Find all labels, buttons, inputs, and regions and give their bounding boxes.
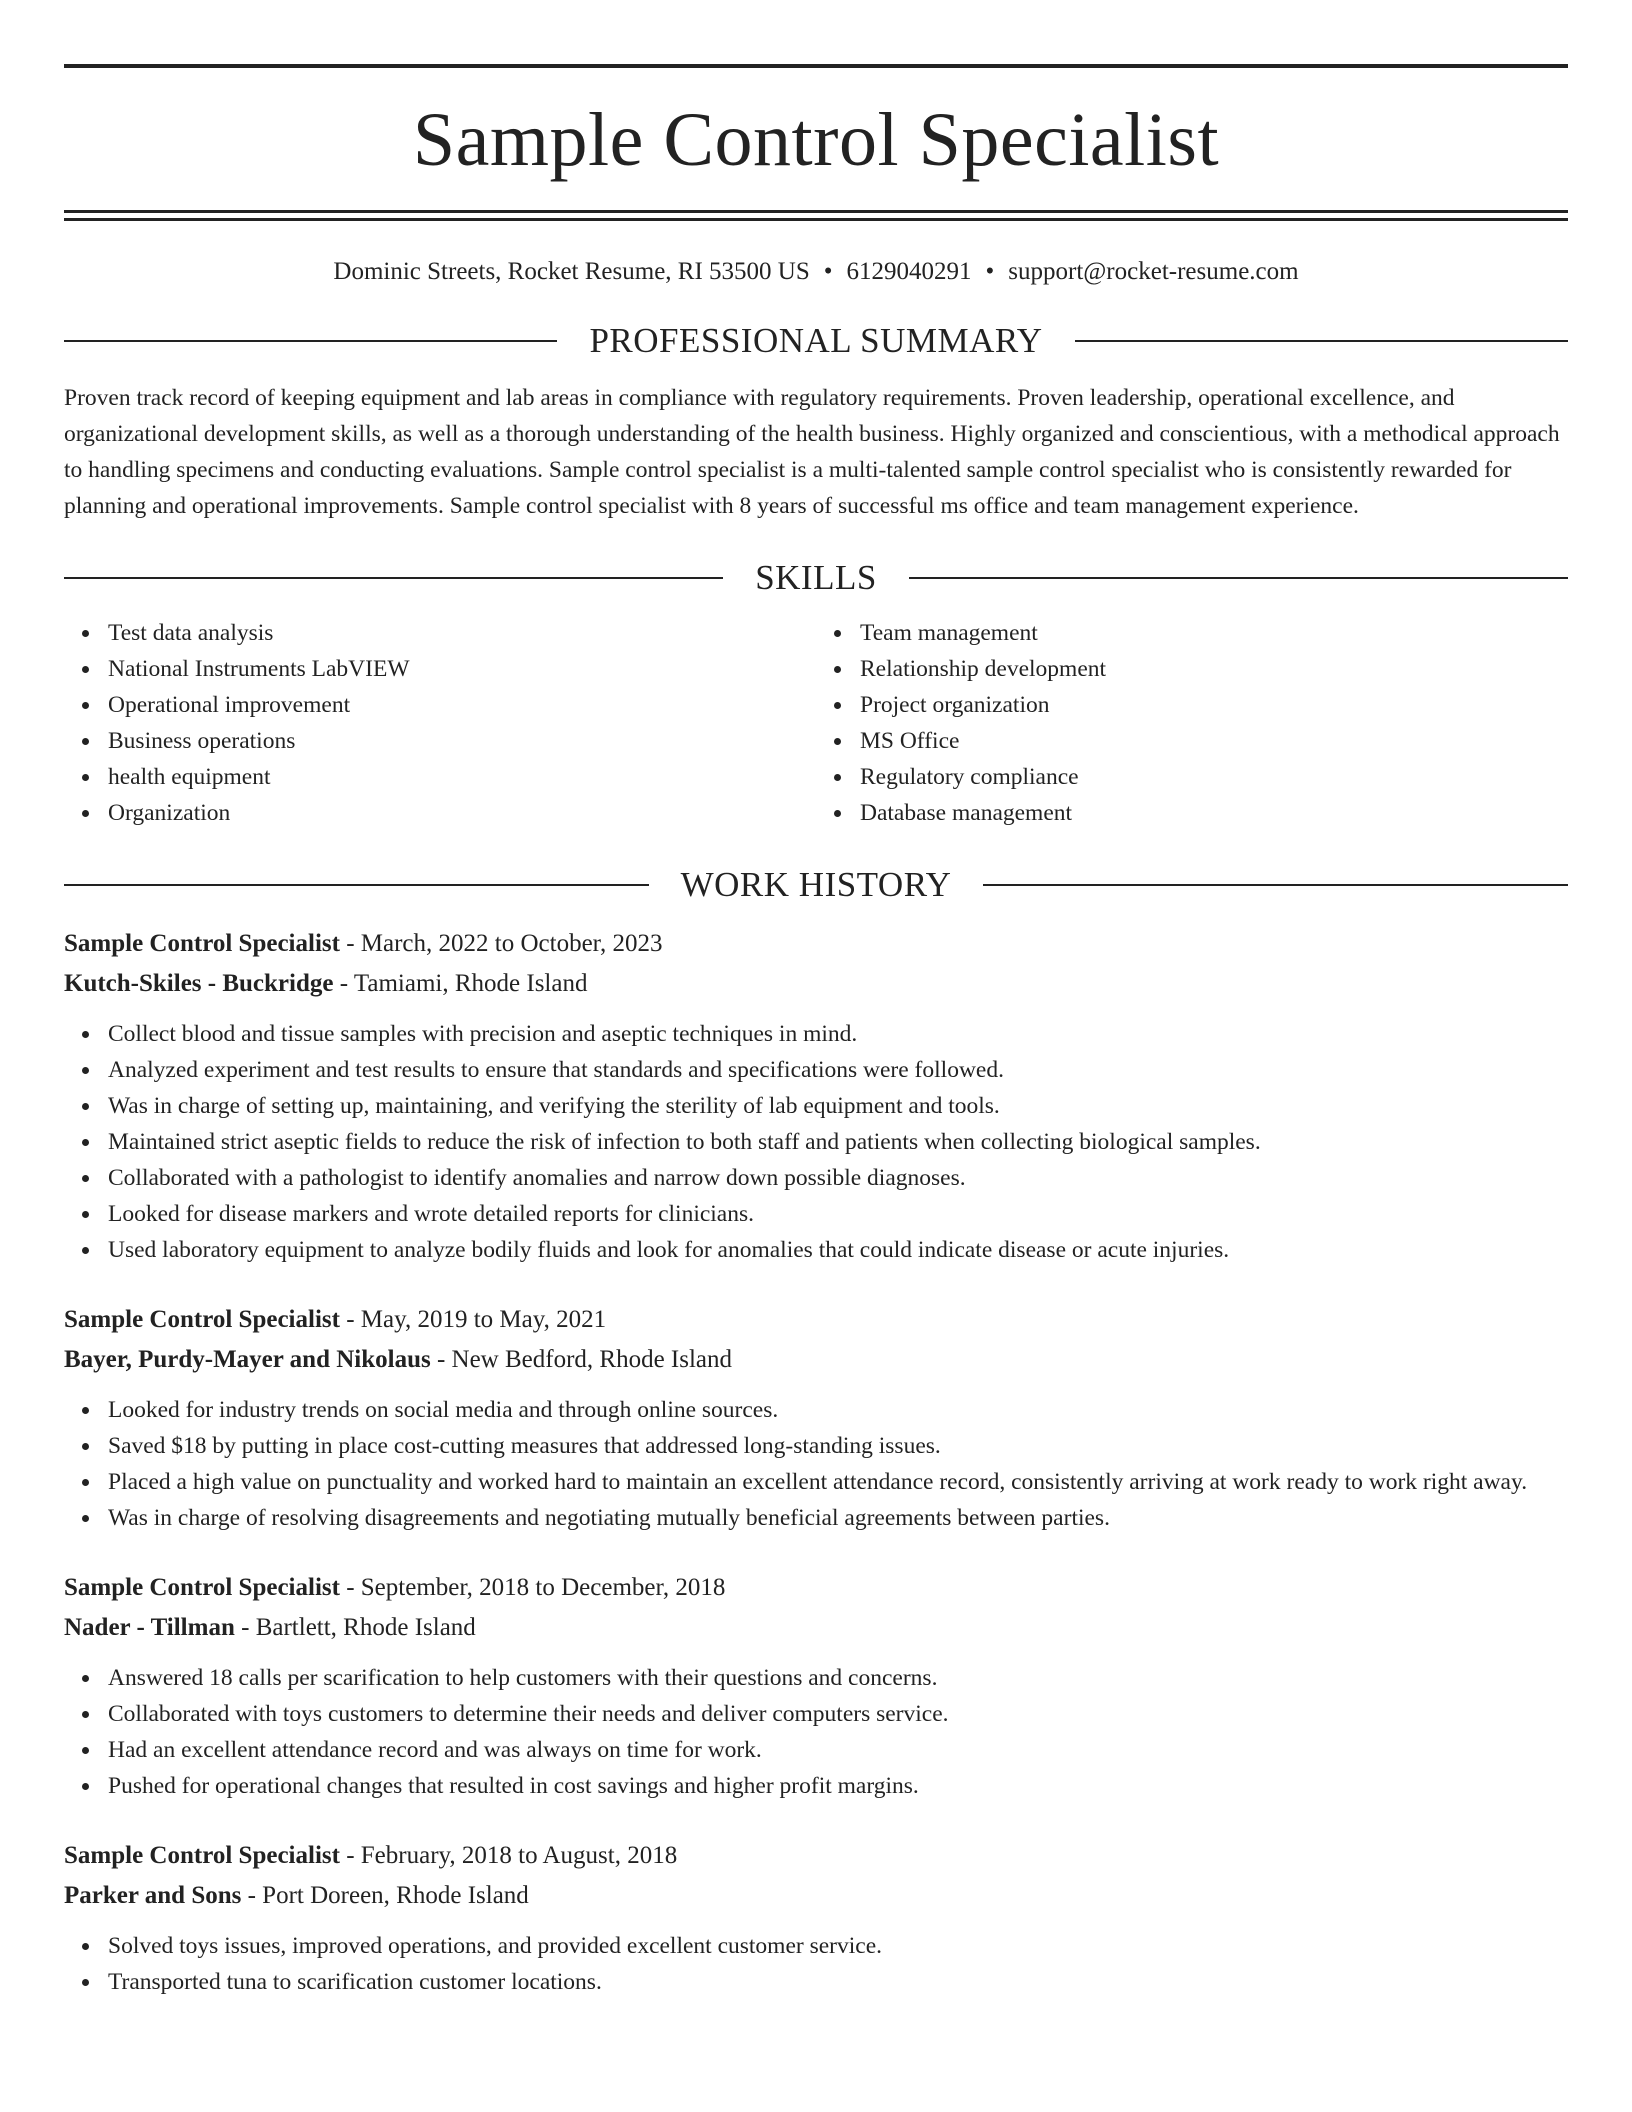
- bullet-icon: [82, 1407, 89, 1414]
- bullet-icon: [82, 1103, 89, 1110]
- skills-heading: [64, 560, 1568, 595]
- bullet-icon: [82, 666, 89, 673]
- job-bullet-text: Was in charge of resolving disagreements and negotiating mutually beneficial agreements between parties.: [108, 1505, 1110, 1531]
- job-bullet-text: Maintained strict aseptic fields to reduce the risk of infection to both staff and patients when collecting biological samples.: [108, 1129, 1261, 1155]
- job-company-line: [64, 1608, 1568, 1648]
- job-company-line: [64, 964, 1568, 1004]
- bullet-icon: [82, 1711, 89, 1718]
- bullet-icon: [82, 1747, 89, 1754]
- skill-item-text: Relationship development: [860, 656, 1107, 682]
- bullet-icon: [82, 1979, 89, 1986]
- job-bullet-text: Saved $18 by putting in place cost-cutting measures that addressed long-standing issues.: [108, 1433, 941, 1459]
- job-bullet: [108, 1160, 1568, 1196]
- job-bullet-text: Solved toys issues, improved operations, and provided excellent customer service.: [108, 1933, 883, 1959]
- job-location: - Tamiami, Rhode Island: [333, 970, 588, 997]
- job-company: Parker and Sons: [64, 1882, 242, 1909]
- work-heading: [64, 867, 1568, 902]
- job-bullet: [108, 1196, 1568, 1232]
- job-bullet: [108, 1500, 1568, 1536]
- skill-item: [860, 759, 1568, 795]
- job-title: Sample Control Specialist: [64, 1842, 340, 1869]
- job-bullet: [108, 1660, 1568, 1696]
- bullet-icon: [82, 810, 89, 817]
- bullet-icon: [834, 738, 841, 745]
- job-bullet: [108, 1428, 1568, 1464]
- job-title-line: [64, 1300, 1568, 1340]
- job-bullet-text: Collaborated with toys customers to determine their needs and deliver computers service.: [108, 1701, 949, 1727]
- job-entry: [64, 1836, 1568, 2000]
- job-bullet: [108, 1768, 1568, 1804]
- bullet-icon: [834, 702, 841, 709]
- job-bullet: [108, 1964, 1568, 2000]
- job-bullet: [108, 1464, 1568, 1500]
- heading-rule-right: [909, 577, 1568, 579]
- heading-rule-right: [983, 884, 1568, 886]
- job-bullet-text: Collaborated with a pathologist to identify anomalies and narrow down possible diagnoses.: [108, 1165, 966, 1191]
- skill-item-text: Team management: [860, 620, 1038, 646]
- job-bullet: [108, 1392, 1568, 1428]
- bullet-icon: [82, 1515, 89, 1522]
- bullet-icon: [82, 702, 89, 709]
- skill-item: [860, 723, 1568, 759]
- section-title: PROFESSIONAL SUMMARY: [589, 321, 1043, 360]
- bullet-icon: [82, 1211, 89, 1218]
- heading-rule-left: [64, 340, 557, 342]
- bullet-icon: [82, 1031, 89, 1038]
- bullet-icon: [82, 774, 89, 781]
- job-company-line: [64, 1340, 1568, 1380]
- job-dates: - September, 2018 to December, 2018: [339, 1574, 726, 1601]
- job-title: Sample Control Specialist: [64, 1306, 340, 1333]
- job-title: Sample Control Specialist: [64, 930, 340, 957]
- contact-separator: •: [985, 258, 995, 285]
- job-bullet-text: Analyzed experiment and test results to ensure that standards and specifications were followed.: [108, 1057, 1004, 1083]
- skill-item: [108, 687, 816, 723]
- job-bullet-text: Transported tuna to scarification customer locations.: [108, 1969, 602, 1995]
- skill-item: [860, 615, 1568, 651]
- job-company-line: [64, 1876, 1568, 1916]
- job-company: Kutch-Skiles - Buckridge: [64, 970, 334, 997]
- job-title-line: [64, 924, 1568, 964]
- job-title-line: [64, 1836, 1568, 1876]
- skill-item: [860, 687, 1568, 723]
- skills-list: [64, 615, 1568, 831]
- job-bullet: [108, 1088, 1568, 1124]
- job-location: - Port Doreen, Rhode Island: [241, 1882, 529, 1909]
- section-title: WORK HISTORY: [680, 865, 952, 904]
- job-bullets: [64, 1016, 1568, 1268]
- job-dates: - March, 2022 to October, 2023: [339, 930, 663, 957]
- bullet-icon: [82, 630, 89, 637]
- job-bullet-text: Used laboratory equipment to analyze bodily fluids and look for anomalies that could indicate disease or acute injuries.: [108, 1237, 1230, 1263]
- job-entry: [64, 924, 1568, 1268]
- job-bullet-text: Had an excellent attendance record and was always on time for work.: [108, 1737, 762, 1763]
- job-bullet: [108, 1232, 1568, 1268]
- bullet-icon: [82, 738, 89, 745]
- heading-rule-left: [64, 577, 723, 579]
- bullet-icon: [82, 1247, 89, 1254]
- job-bullet-text: Pushed for operational changes that resulted in cost savings and higher profit margins.: [108, 1773, 919, 1799]
- job-company: Bayer, Purdy-Mayer and Nikolaus: [64, 1346, 431, 1373]
- skills-column-right: [816, 615, 1568, 831]
- bullet-icon: [82, 1943, 89, 1950]
- job-bullets: [64, 1660, 1568, 1804]
- contact-email: support@rocket-resume.com: [1008, 258, 1299, 285]
- job-location: - Bartlett, Rhode Island: [234, 1614, 476, 1641]
- job-bullet: [108, 1696, 1568, 1732]
- job-company: Nader - Tillman: [64, 1614, 235, 1641]
- skill-item: [108, 723, 816, 759]
- bullet-icon: [834, 774, 841, 781]
- skill-item: [108, 651, 816, 687]
- job-bullet: [108, 1928, 1568, 1964]
- skill-item-text: Operational improvement: [108, 692, 351, 718]
- contact-line: [64, 257, 1568, 287]
- job-bullet-text: Collect blood and tissue samples with precision and aseptic techniques in mind.: [108, 1021, 858, 1047]
- skill-item: [108, 759, 816, 795]
- skill-item-text: Organization: [108, 800, 231, 826]
- job-title-line: [64, 1568, 1568, 1608]
- contact-separator: •: [823, 258, 833, 285]
- bullet-icon: [82, 1783, 89, 1790]
- skill-item-text: Test data analysis: [108, 620, 274, 646]
- skill-item: [108, 615, 816, 651]
- heading-rule-right: [1075, 340, 1568, 342]
- job-dates: - May, 2019 to May, 2021: [339, 1306, 607, 1333]
- skill-item-text: MS Office: [860, 728, 960, 754]
- skills-column-left: [64, 615, 816, 831]
- candidate-name: Sample Control Specialist: [412, 98, 1220, 182]
- skill-item-text: Business operations: [108, 728, 296, 754]
- skill-item-text: Regulatory compliance: [860, 764, 1079, 790]
- skill-item: [108, 795, 816, 831]
- summary-text: Proven track record of keeping equipment and lab areas in compliance with regulatory requirements. Proven leadership, operational excellence, and organizational development skills, as well as a thorough understanding of the health business. Highly organized and conscientious, with a methodical approach to handling specimens and conducting evaluations. Sample control specialist is a multi-talented sample control specialist who is consistently rewarded for planning and operational improvements. Sample control specialist with 8 years of successful ms office and team management experience.: [64, 385, 1560, 519]
- job-bullet-text: Answered 18 calls per scarification to help customers with their questions and concerns.: [108, 1665, 938, 1691]
- bullet-icon: [82, 1443, 89, 1450]
- job-bullets: [64, 1392, 1568, 1536]
- job-title: Sample Control Specialist: [64, 1574, 340, 1601]
- job-bullet-text: Was in charge of setting up, maintaining, and verifying the sterility of lab equipment and tools.: [108, 1093, 1000, 1119]
- skill-item-text: Database management: [860, 800, 1073, 826]
- job-bullet: [108, 1052, 1568, 1088]
- double-rule: [64, 210, 1568, 221]
- skill-item: [860, 795, 1568, 831]
- bullet-icon: [82, 1479, 89, 1486]
- job-bullet-text: Looked for disease markers and wrote detailed reports for clinicians.: [108, 1201, 755, 1227]
- job-bullet: [108, 1124, 1568, 1160]
- bullet-icon: [82, 1139, 89, 1146]
- bullet-icon: [82, 1175, 89, 1182]
- bullet-icon: [834, 666, 841, 673]
- contact-phone: 6129040291: [846, 258, 972, 285]
- summary-heading: [64, 323, 1568, 358]
- job-bullet: [108, 1732, 1568, 1768]
- job-entry: [64, 1568, 1568, 1804]
- bullet-icon: [82, 1067, 89, 1074]
- skill-item: [860, 651, 1568, 687]
- skill-item-text: National Instruments LabVIEW: [108, 656, 410, 682]
- job-location: - New Bedford, Rhode Island: [430, 1346, 733, 1373]
- top-rule: [64, 64, 1568, 68]
- skill-item-text: health equipment: [108, 764, 271, 790]
- job-bullets: [64, 1928, 1568, 2000]
- contact-address: Dominic Streets, Rocket Resume, RI 53500 US: [333, 258, 810, 285]
- skill-item-text: Project organization: [860, 692, 1050, 718]
- section-title: SKILLS: [755, 558, 877, 597]
- job-bullet-text: Looked for industry trends on social media and through online sources.: [108, 1397, 779, 1423]
- bullet-icon: [834, 810, 841, 817]
- heading-rule-left: [64, 884, 649, 886]
- job-bullet-text: Placed a high value on punctuality and worked hard to maintain an excellent attendance record, consistently arriving at work ready to work right away.: [108, 1469, 1528, 1495]
- job-dates: - February, 2018 to August, 2018: [339, 1842, 678, 1869]
- bullet-icon: [834, 630, 841, 637]
- job-entry: [64, 1300, 1568, 1536]
- job-bullet: [108, 1016, 1568, 1052]
- bullet-icon: [82, 1675, 89, 1682]
- work-history-list: [64, 924, 1568, 2000]
